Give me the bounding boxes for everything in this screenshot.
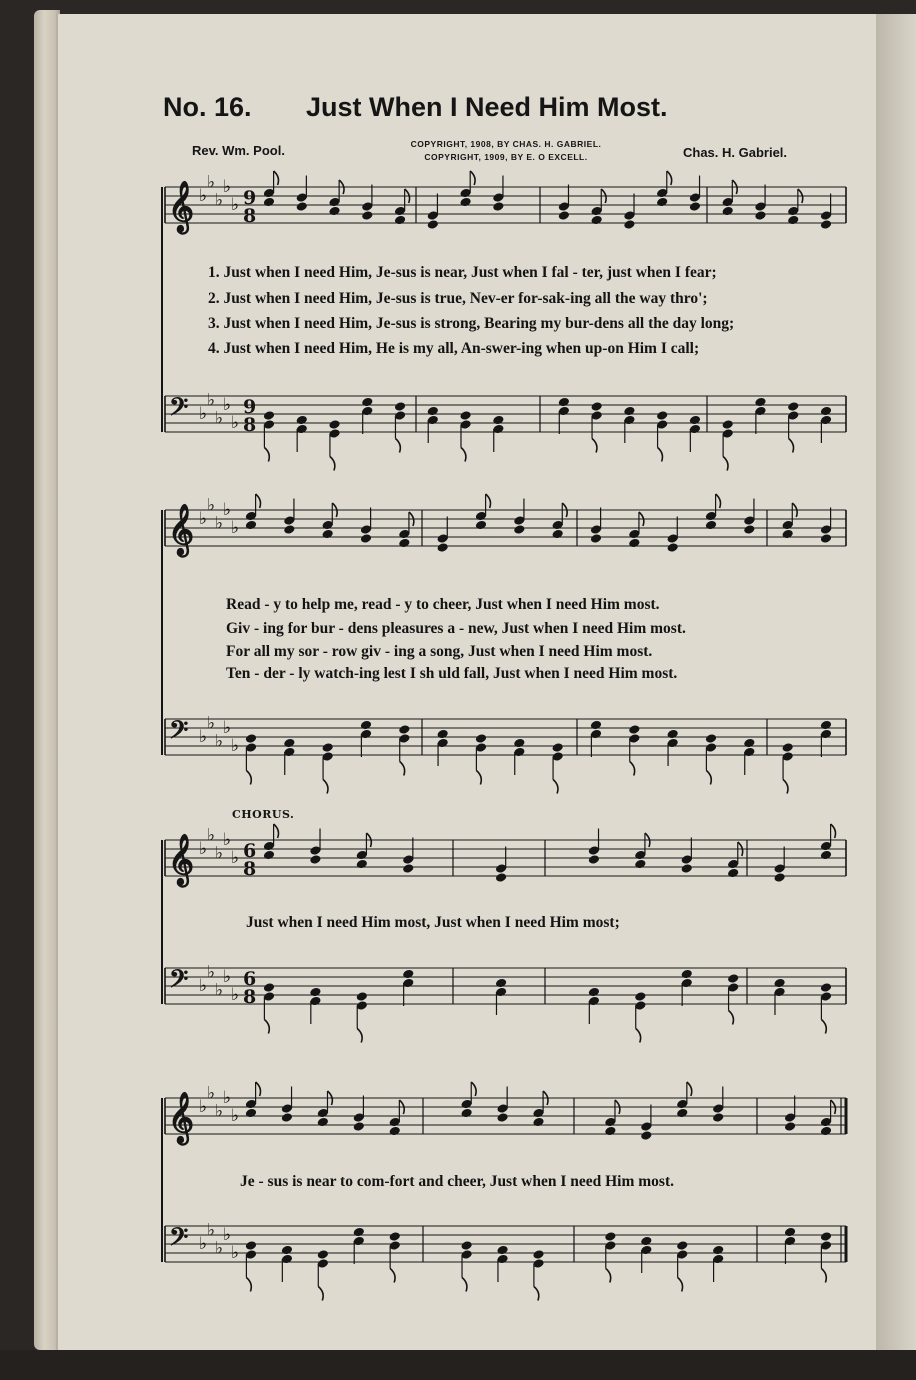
bass-clef: 𝄢	[169, 716, 189, 751]
note-flag	[687, 1082, 692, 1096]
notehead	[309, 854, 321, 865]
time-signature-top: 9	[243, 187, 257, 209]
note-flag	[636, 1029, 641, 1043]
notehead	[705, 520, 717, 531]
notehead	[705, 733, 717, 744]
note-flag	[318, 1287, 323, 1301]
notehead	[296, 415, 308, 426]
notehead	[590, 720, 602, 731]
notehead	[590, 401, 602, 412]
notehead	[773, 872, 785, 883]
note-flag	[274, 824, 279, 838]
note-flag	[723, 457, 728, 471]
chorus-line-2: Je - sus is near to com-fort and cheer, Just when I need Him most.	[240, 1173, 674, 1190]
key-flat: ♭	[199, 509, 208, 529]
notehead	[328, 419, 340, 430]
notehead	[460, 1108, 472, 1119]
time-signature-top: 6	[243, 968, 257, 990]
notehead	[754, 397, 766, 408]
notehead	[588, 987, 600, 998]
key-flat: ♭	[215, 1238, 224, 1259]
note-flag	[323, 780, 328, 794]
time-signature-top: 6	[243, 840, 257, 862]
notehead	[460, 1240, 472, 1251]
notehead	[628, 538, 640, 549]
note-flag	[330, 457, 335, 471]
notehead	[681, 863, 693, 874]
note-flag	[471, 1082, 476, 1096]
lyricist-credit: Rev. Wm. Pool.	[192, 143, 285, 158]
notehead	[283, 738, 295, 749]
notehead	[353, 1227, 365, 1238]
notehead	[356, 859, 368, 870]
notehead	[712, 1245, 724, 1256]
hymn-title: Just When I Need Him Most.	[306, 92, 668, 122]
key-flat: ♭	[223, 500, 232, 520]
key-flat: ♭	[199, 404, 208, 424]
notehead	[475, 733, 487, 744]
notehead	[513, 524, 525, 535]
key-flat: ♭	[199, 1097, 208, 1117]
notehead	[820, 406, 832, 417]
notehead	[492, 415, 504, 426]
notehead	[402, 863, 414, 874]
notehead	[558, 210, 570, 221]
notehead	[436, 729, 448, 740]
note-flag	[592, 439, 597, 453]
notehead	[784, 1121, 796, 1132]
key-flat: ♭	[223, 967, 232, 987]
treble-clef: 𝄞	[168, 181, 195, 232]
notehead	[317, 1117, 329, 1128]
key-flat: ♭	[215, 190, 224, 211]
note-flag	[658, 448, 663, 462]
notehead	[676, 1240, 688, 1251]
note-flag	[831, 824, 836, 838]
note-flag	[264, 1020, 269, 1034]
note-flag	[553, 780, 558, 794]
notehead	[820, 720, 832, 731]
verse-2-line-1: 2. Just when I need Him, Je-sus is true, Nev-er for-sak-ing all the way thro';	[208, 290, 708, 307]
notehead	[590, 533, 602, 544]
note-flag	[534, 1287, 539, 1301]
verse-1-line-1: 1. Just when I need Him, Je-sus is near, Just when I fal - ter, just when I fear;	[208, 264, 717, 281]
note-flag	[246, 771, 251, 785]
notehead	[283, 524, 295, 535]
note-flag	[274, 171, 279, 185]
notehead	[459, 410, 471, 421]
key-flat: ♭	[231, 1106, 240, 1126]
key-flat: ♭	[215, 980, 224, 1001]
key-flat: ♭	[207, 172, 216, 193]
notehead	[640, 1236, 652, 1247]
verse-4-line-1: 4. Just when I need Him, He is my all, An-swer-ing when up-on Him I call;	[208, 340, 700, 357]
notehead	[820, 219, 832, 230]
notehead	[532, 1249, 544, 1260]
chorus-line-1: Just when I need Him most, Just when I need Him most;	[246, 914, 620, 931]
notehead	[263, 197, 275, 208]
composer-credit: Chas. H. Gabriel.	[683, 145, 788, 160]
notehead	[398, 724, 410, 735]
key-flat: ♭	[231, 195, 240, 215]
notehead	[475, 520, 487, 531]
treble-clef: 𝄞	[168, 834, 195, 885]
key-flat: ♭	[231, 736, 240, 756]
note-flag	[400, 762, 405, 776]
note-flag	[476, 771, 481, 785]
verse-2-line-2: Giv - ing for bur - dens pleasures a - new, Just when I need Him most.	[226, 620, 686, 637]
notehead	[820, 1126, 832, 1137]
key-flat: ♭	[231, 518, 240, 538]
notehead	[676, 1108, 688, 1119]
notehead	[689, 201, 701, 212]
notehead	[389, 1126, 401, 1137]
key-flat: ♭	[231, 985, 240, 1005]
note-flag	[264, 448, 269, 462]
note-flag	[256, 1082, 261, 1096]
notehead	[245, 733, 257, 744]
notehead	[623, 219, 635, 230]
notehead	[263, 982, 275, 993]
note-flag	[246, 1278, 251, 1292]
key-flat: ♭	[223, 830, 232, 850]
copyright-line-2: COPYRIGHT, 1909, BY E. O EXCELL.	[424, 152, 588, 162]
notehead	[666, 542, 678, 553]
notehead	[436, 542, 448, 553]
notehead	[496, 1112, 508, 1123]
notehead	[394, 401, 406, 412]
note-flag	[256, 494, 261, 508]
notehead	[321, 742, 333, 753]
notehead	[245, 520, 257, 531]
note-flag	[461, 448, 466, 462]
notehead	[427, 219, 439, 230]
key-flat: ♭	[231, 1243, 240, 1263]
notehead	[328, 206, 340, 217]
note-flag	[729, 1011, 734, 1025]
key-flat: ♭	[199, 186, 208, 206]
notehead	[634, 991, 646, 1002]
notehead	[495, 978, 507, 989]
verse-3-line-2: For all my sor - row giv - ing a song, Just when I need Him most.	[226, 643, 653, 660]
note-flag	[706, 771, 711, 785]
key-flat: ♭	[207, 1220, 216, 1241]
note-flag	[783, 780, 788, 794]
notehead	[360, 720, 372, 731]
notehead	[495, 872, 507, 883]
notehead	[245, 1108, 257, 1119]
notehead	[309, 987, 321, 998]
notehead	[784, 1227, 796, 1238]
key-flat: ♭	[215, 408, 224, 429]
notehead	[743, 738, 755, 749]
notehead	[558, 397, 570, 408]
note-flag	[630, 762, 635, 776]
key-flat: ♭	[223, 718, 232, 738]
note-flag	[789, 439, 794, 453]
note-flag	[486, 494, 491, 508]
notehead	[427, 406, 439, 417]
notehead	[727, 973, 739, 984]
key-flat: ♭	[223, 1225, 232, 1245]
notehead	[513, 738, 525, 749]
time-signature-bottom: 8	[243, 414, 257, 436]
note-flag	[678, 1278, 683, 1292]
key-flat: ♭	[223, 177, 232, 197]
notehead	[604, 1126, 616, 1137]
notehead	[820, 1231, 832, 1242]
key-flat: ♭	[199, 727, 208, 747]
key-flat: ♭	[223, 395, 232, 415]
key-flat: ♭	[223, 1088, 232, 1108]
note-flag	[821, 1020, 826, 1034]
notehead	[590, 215, 602, 226]
key-flat: ♭	[215, 731, 224, 752]
notehead	[820, 533, 832, 544]
notehead	[459, 197, 471, 208]
notehead	[820, 850, 832, 861]
time-signature-top: 9	[243, 396, 257, 418]
notehead	[787, 401, 799, 412]
time-signature-bottom: 8	[243, 205, 257, 227]
notehead	[551, 529, 563, 540]
notehead	[781, 742, 793, 753]
notehead	[820, 982, 832, 993]
notehead	[532, 1117, 544, 1128]
notehead	[281, 1112, 293, 1123]
time-signature-bottom: 8	[243, 986, 257, 1008]
key-flat: ♭	[207, 495, 216, 516]
verse-3-line-1: 3. Just when I need Him, Je-sus is strong, Bearing my bur-dens all the day long;	[208, 315, 735, 332]
notehead	[551, 742, 563, 753]
notehead	[394, 215, 406, 226]
notehead	[245, 1240, 257, 1251]
notehead	[321, 529, 333, 540]
notehead	[398, 538, 410, 549]
notehead	[634, 859, 646, 870]
notehead	[361, 397, 373, 408]
notehead	[604, 1231, 616, 1242]
hymn-number: No. 16.	[163, 92, 252, 122]
notehead	[640, 1130, 652, 1141]
chorus-label: CHORUS.	[232, 808, 295, 821]
treble-clef: 𝄞	[168, 1092, 195, 1143]
notehead	[588, 854, 600, 865]
bass-clef: 𝄢	[169, 965, 189, 1000]
note-flag	[667, 171, 672, 185]
treble-clef: 𝄞	[168, 504, 195, 555]
note-flag	[395, 439, 400, 453]
key-flat: ♭	[199, 1234, 208, 1254]
key-flat: ♭	[215, 513, 224, 534]
notehead	[353, 1121, 365, 1132]
verse-1-line-2: Read - y to help me, read - y to cheer, Just when I need Him most.	[226, 596, 660, 613]
notehead	[623, 406, 635, 417]
note-flag	[462, 1278, 467, 1292]
copyright-line-1: COPYRIGHT, 1908, BY CHAS. H. GABRIEL.	[410, 139, 602, 149]
key-flat: ♭	[231, 413, 240, 433]
notehead	[743, 524, 755, 535]
time-signature-bottom: 8	[243, 858, 257, 880]
notehead	[496, 1245, 508, 1256]
notehead	[281, 1245, 293, 1256]
key-flat: ♭	[215, 843, 224, 864]
notehead	[681, 969, 693, 980]
notehead	[317, 1249, 329, 1260]
key-flat: ♭	[231, 848, 240, 868]
note-flag	[606, 1269, 611, 1283]
notehead	[263, 850, 275, 861]
bass-clef: 𝄢	[169, 393, 189, 428]
notehead	[361, 210, 373, 221]
notehead	[666, 729, 678, 740]
key-flat: ♭	[207, 390, 216, 411]
key-flat: ♭	[207, 962, 216, 983]
note-flag	[357, 1029, 362, 1043]
note-flag	[470, 171, 475, 185]
notehead	[712, 1112, 724, 1123]
bass-clef: 𝄢	[169, 1223, 189, 1258]
key-flat: ♭	[199, 839, 208, 859]
notehead	[356, 991, 368, 1002]
key-flat: ♭	[207, 1083, 216, 1104]
key-flat: ♭	[199, 976, 208, 996]
notehead	[263, 410, 275, 421]
note-flag	[390, 1269, 395, 1283]
notehead	[727, 868, 739, 879]
note-flag	[716, 494, 721, 508]
notehead	[389, 1231, 401, 1242]
notehead	[722, 419, 734, 430]
notehead	[492, 201, 504, 212]
verse-4-line-2: Ten - der - ly watch-ing lest I sh uld fall, Just when I need Him most.	[226, 665, 678, 682]
key-flat: ♭	[207, 825, 216, 846]
notehead	[773, 978, 785, 989]
notehead	[754, 210, 766, 221]
notehead	[781, 529, 793, 540]
notehead	[402, 969, 414, 980]
notehead	[360, 533, 372, 544]
key-flat: ♭	[215, 1101, 224, 1122]
key-flat: ♭	[207, 713, 216, 734]
notehead	[689, 415, 701, 426]
notehead	[296, 201, 308, 212]
notehead	[656, 410, 668, 421]
notehead	[787, 215, 799, 226]
notehead	[656, 197, 668, 208]
notehead	[722, 206, 734, 217]
note-flag	[821, 1269, 826, 1283]
notehead	[628, 724, 640, 735]
